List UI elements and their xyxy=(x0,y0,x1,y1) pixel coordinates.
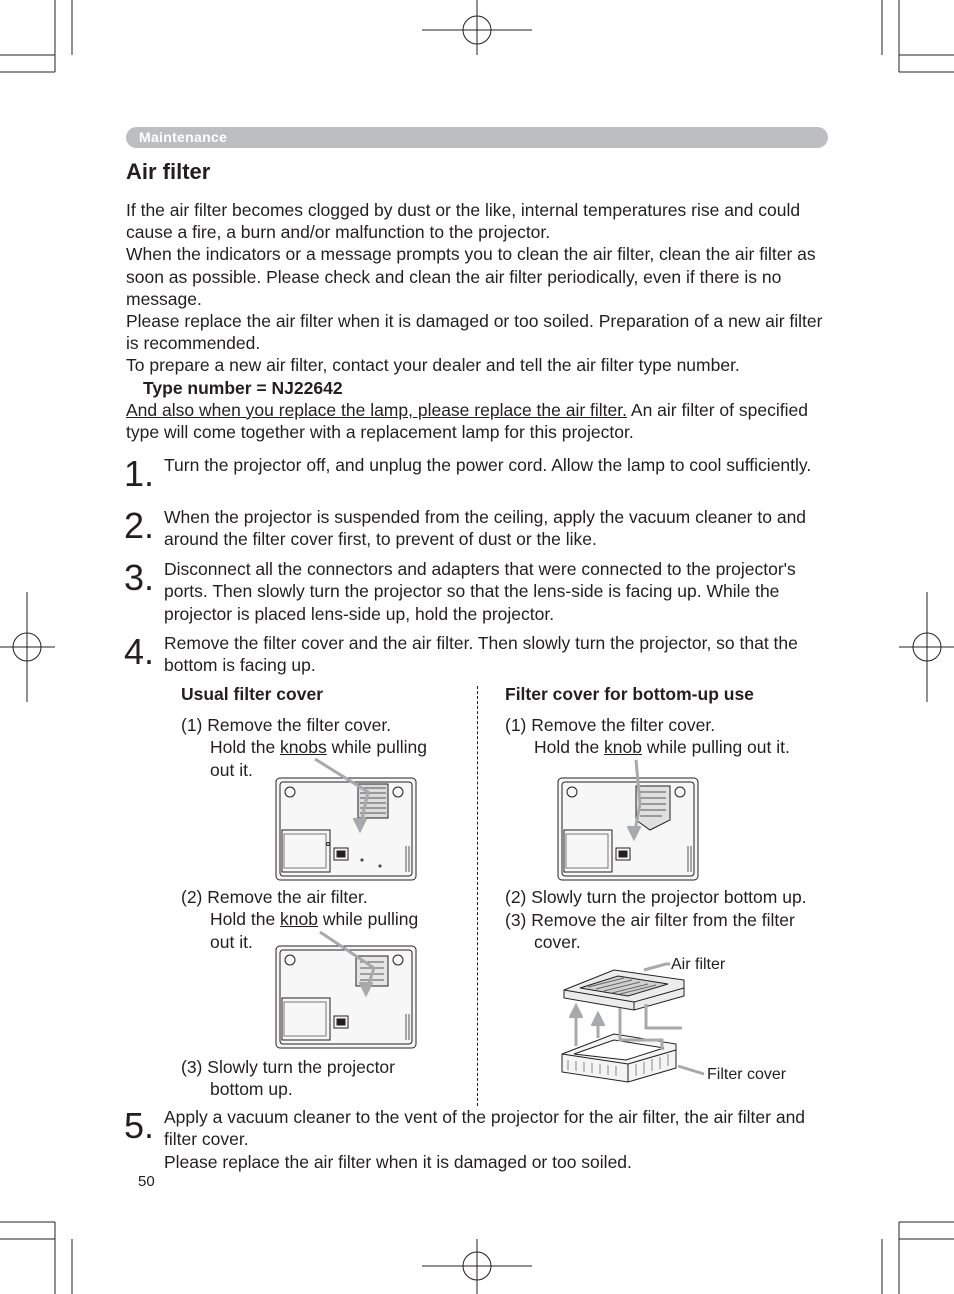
step-text: Remove the filter cover and the air filter. Then slowly turn the projector, so that the bottom is facing up. xyxy=(164,633,798,676)
step-text: Turn the projector off, and unplug the power cord. Allow the lamp to cool sufficiently. xyxy=(164,455,812,475)
step-number: 3. xyxy=(124,557,155,598)
section-label: Maintenance xyxy=(139,129,228,145)
substep-number: (3) xyxy=(181,1057,203,1077)
step-number: 5. xyxy=(124,1105,155,1146)
projector-air-filter-illustration xyxy=(270,928,420,1052)
step-text: Apply a vacuum cleaner to the vent of the projector for the air filter, the air filter and filter cover. xyxy=(164,1107,806,1150)
bottomup-substep-3 xyxy=(505,909,845,954)
step-text-2: Please replace the air filter when it is damaged or too soiled. xyxy=(164,1151,632,1172)
page-number: 50 xyxy=(138,1173,155,1190)
substep-text: Remove the filter cover. xyxy=(531,715,716,735)
substep-number: (2) xyxy=(505,887,527,907)
substep-text: Slowly turn the projector bottom up. xyxy=(531,887,807,907)
projector-filter-cover-illustration xyxy=(270,756,420,884)
step-text: When the projector is suspended from the ceiling, apply the vacuum cleaner to and around the filter cover first, to prevent of dust or the like. xyxy=(164,507,807,550)
page-title: Air filter xyxy=(126,159,211,184)
substep-text-pre: Hold the xyxy=(210,737,281,758)
substep-number: (3) xyxy=(505,910,527,930)
substep-text-post: while pulling out it. xyxy=(642,737,790,758)
substep-text: Remove the filter cover. xyxy=(207,715,392,735)
lamp-replace-note: And also when you replace the lamp, please replace the air filter. xyxy=(126,399,627,420)
step-text-container xyxy=(164,1106,836,1173)
substep-text-line-2: bottom up. xyxy=(210,1079,293,1100)
intro-paragraph-5-rest: An air filter of specified type will come together with a replacement lamp for this projector. xyxy=(126,399,808,443)
knob-term: knob xyxy=(604,737,642,758)
projector-bottomup-cover-illustration xyxy=(552,756,702,884)
air-filter-exploded-illustration xyxy=(558,958,708,1090)
intro-text xyxy=(126,199,836,443)
section-header-bar xyxy=(126,127,828,148)
bottomup-substep-2 xyxy=(505,886,845,908)
substep-text-post: while pulling xyxy=(326,737,427,758)
substep-number: (1) xyxy=(181,715,203,735)
intro-paragraph-5 xyxy=(126,399,836,443)
substep-text-line-3: out it. xyxy=(210,931,253,952)
intro-paragraph-1: If the air filter becomes clogged by dust or the like, internal temperatures rise and could cause a fire, a burn and/or malfunction to the projector. xyxy=(126,200,801,243)
substep-text: Remove the air filter. xyxy=(207,887,368,907)
air-filter-label: Air filter xyxy=(671,956,726,973)
substep-text-post: while pulling xyxy=(318,909,419,930)
intro-paragraph-3: Please replace the air filter when it is damaged or too soiled. Preparation of a new air filter is recommended. xyxy=(126,311,823,354)
knob-term: knob xyxy=(280,909,318,930)
substep-text: Remove the air filter from the filter xyxy=(531,910,795,930)
intro-paragraph-2: When the indicators or a message prompts you to clean the air filter, clean the air filter as soon as possible. Please check and clean the air filter periodically, even if there is no message. xyxy=(126,244,816,309)
usual-substep-3 xyxy=(181,1056,471,1101)
filter-cover-label: Filter cover xyxy=(707,1066,787,1083)
substep-text-line-2: cover. xyxy=(534,932,581,953)
bottomup-filter-heading: Filter cover for bottom-up use xyxy=(505,684,754,704)
substep-number: (1) xyxy=(505,715,527,735)
type-number: Type number = NJ22642 xyxy=(143,377,343,398)
substep-text: Slowly turn the projector xyxy=(207,1057,395,1077)
step-number: 4. xyxy=(124,631,155,672)
step-number: 2. xyxy=(124,505,155,546)
usual-filter-heading: Usual filter cover xyxy=(181,684,323,704)
substep-number: (2) xyxy=(181,887,203,907)
intro-paragraph-4: To prepare a new air filter, contact your dealer and tell the air filter type number. xyxy=(126,355,740,376)
substep-text-pre: Hold the xyxy=(534,737,605,758)
bottomup-substep-1 xyxy=(505,714,835,759)
knobs-term: knobs xyxy=(280,737,327,758)
step-number: 1. xyxy=(124,453,155,494)
substep-text-line-3: out it. xyxy=(210,759,253,780)
substep-text-pre: Hold the xyxy=(210,909,281,930)
column-divider xyxy=(477,686,478,1106)
step-text: Disconnect all the connectors and adapters that were connected to the projector's ports. Then slowly turn the projector so that the lens-side is facing up. While the projector is placed lens-side up, hold the projector. xyxy=(164,559,796,624)
